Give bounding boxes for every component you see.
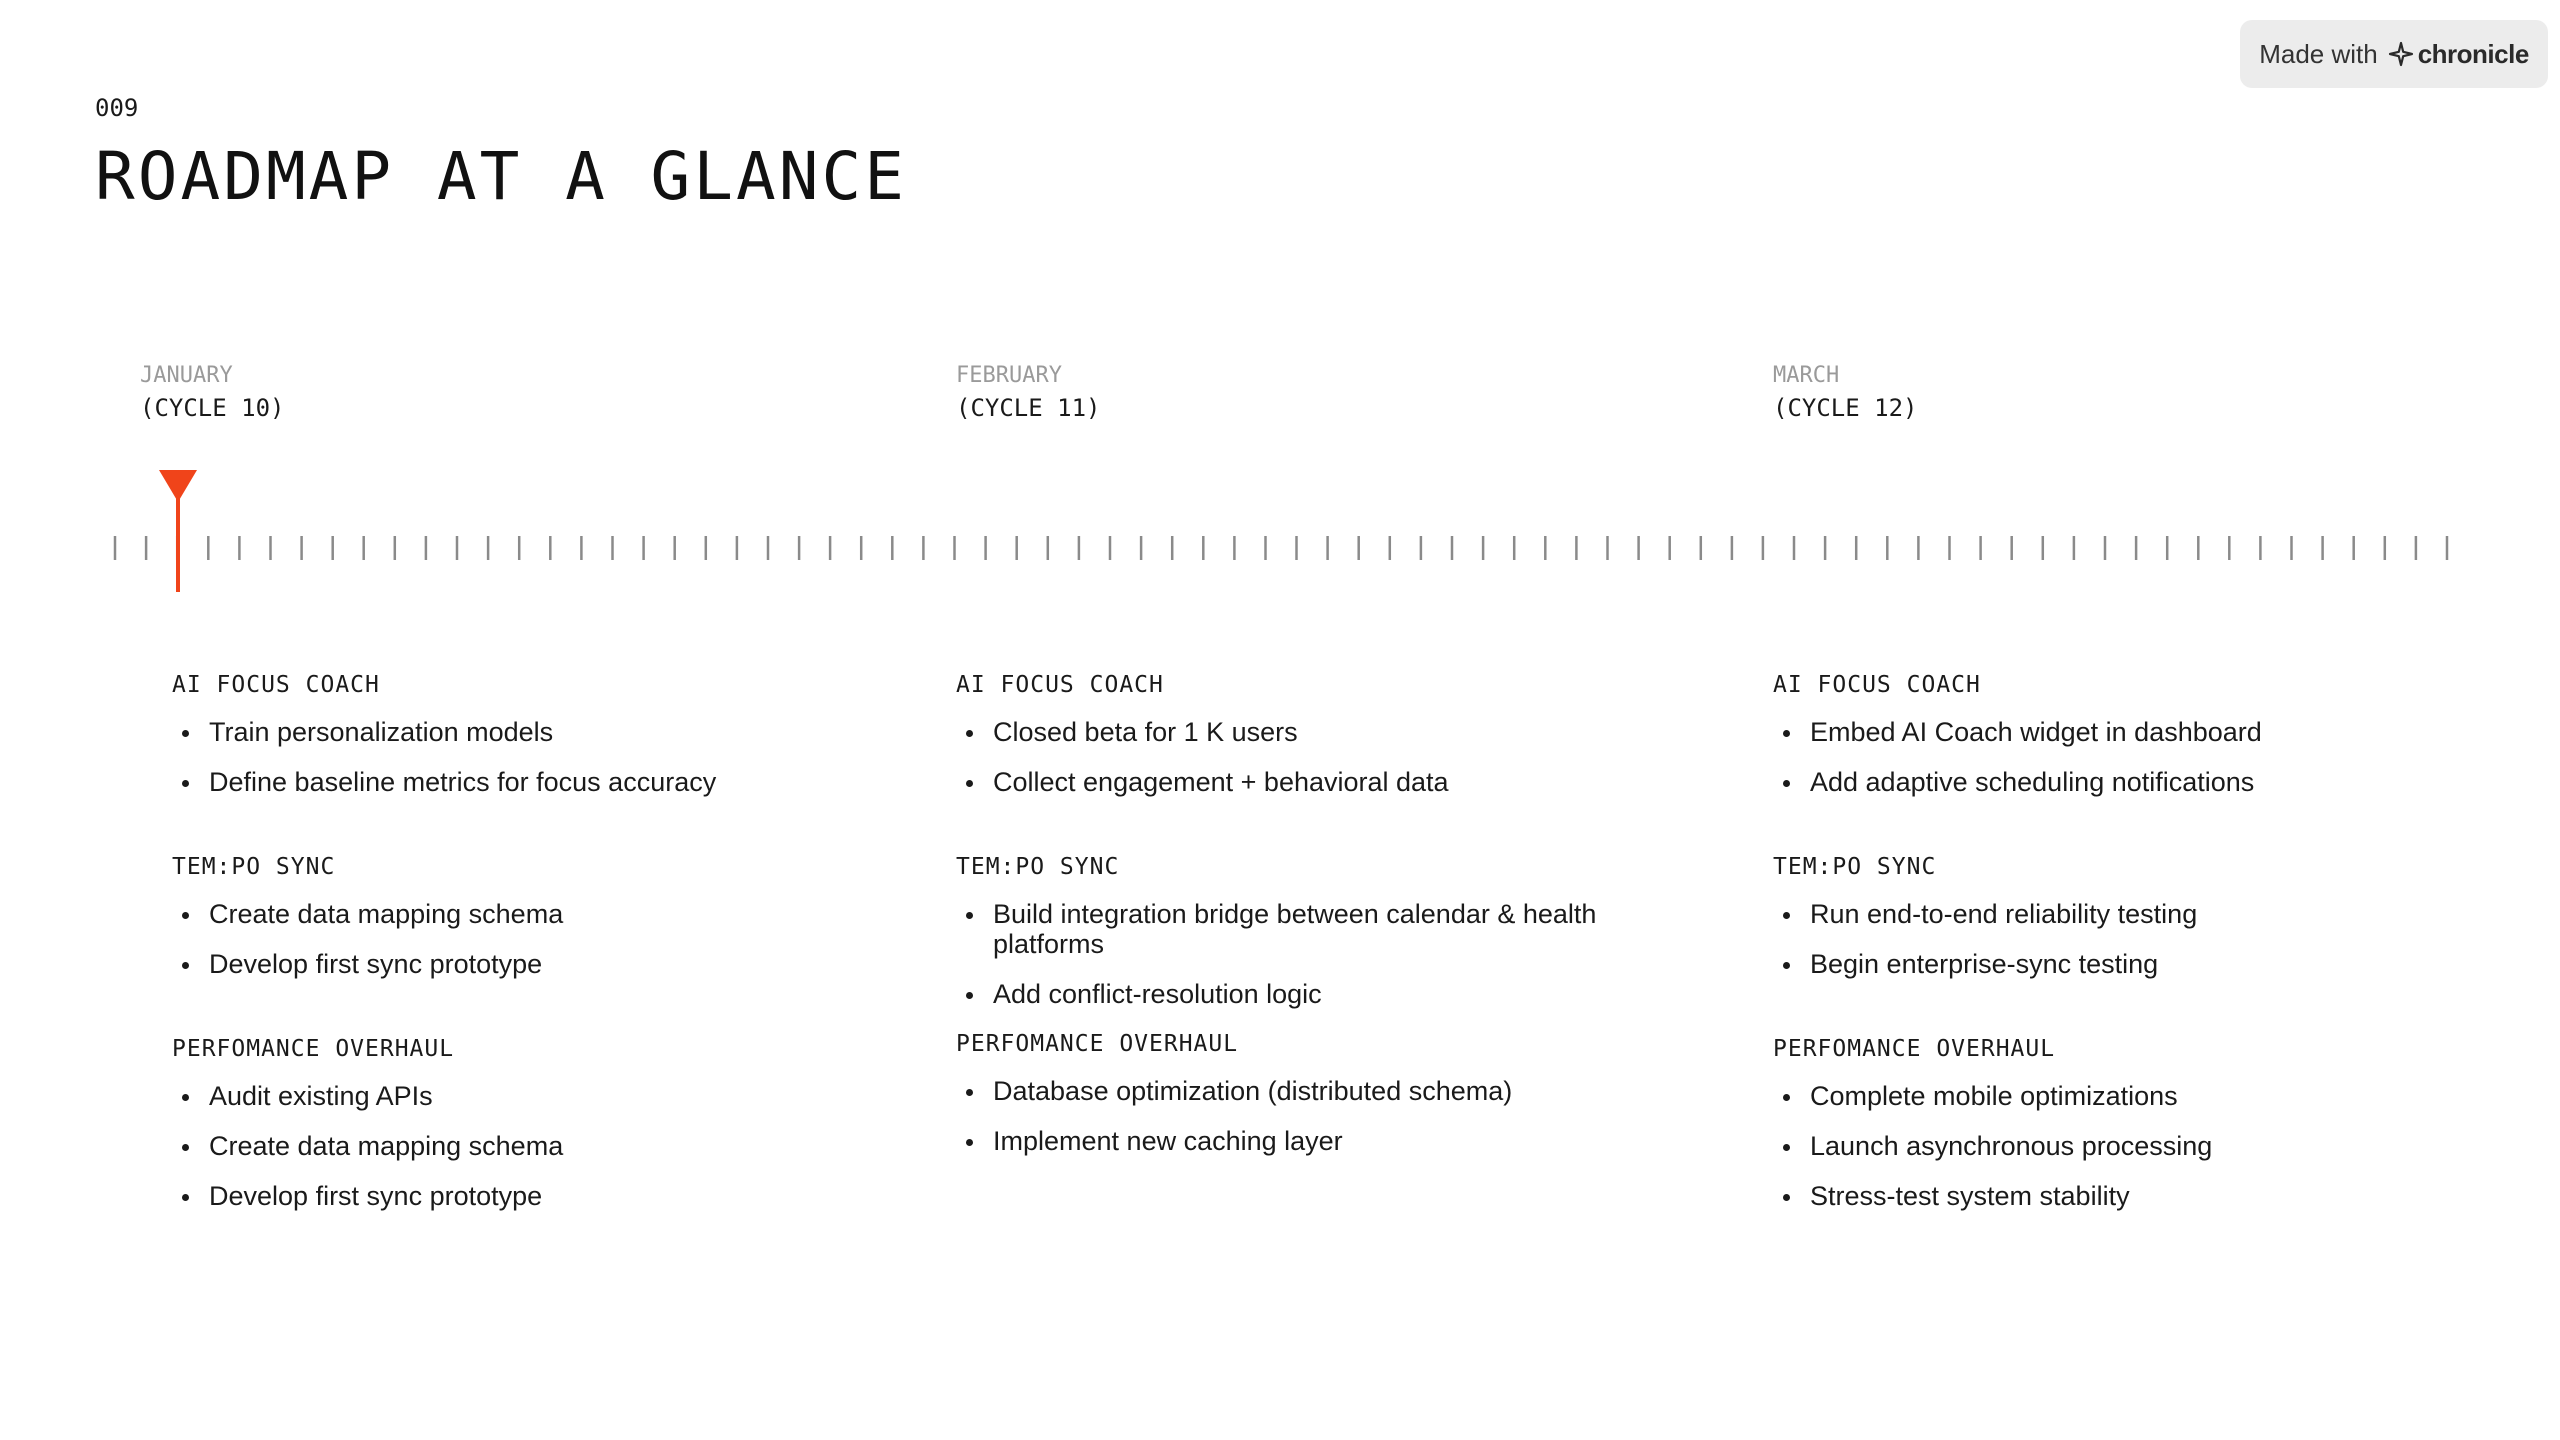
list-item: Develop first sync prototype xyxy=(172,949,892,979)
section-title: AI FOCUS COACH xyxy=(1773,672,1981,698)
page-number: 009 xyxy=(95,94,139,122)
list-item: Create data mapping schema xyxy=(172,1131,892,1161)
timeline-ticks xyxy=(115,536,2447,560)
month-cycle: (CYCLE 12) xyxy=(1773,394,1918,422)
list-item: Add adaptive scheduling notifications xyxy=(1773,767,2493,797)
section-title: TEM:PO SYNC xyxy=(1773,854,1937,880)
section-title: PERFOMANCE OVERHAUL xyxy=(956,1031,1239,1057)
section-title: AI FOCUS COACH xyxy=(956,672,1164,698)
section-tempo-sync xyxy=(1773,852,2493,979)
made-with-chronicle-badge[interactable] xyxy=(2240,20,2548,88)
section-title: PERFOMANCE OVERHAUL xyxy=(1773,1036,2056,1062)
section-performance-overhaul xyxy=(172,1034,892,1211)
sparkle-icon xyxy=(2388,41,2414,67)
list-item: Build integration bridge between calendar & health platforms xyxy=(956,899,1633,959)
section-tempo-sync xyxy=(172,852,892,979)
month-name: FEBRUARY xyxy=(956,363,1062,388)
list-item: Add conflict-resolution logic xyxy=(956,979,1676,1009)
list-item: Define baseline metrics for focus accuracy xyxy=(172,767,892,797)
task-list xyxy=(172,1081,892,1211)
task-list xyxy=(172,717,892,797)
chronicle-brand xyxy=(2388,39,2529,70)
task-list xyxy=(956,717,1676,797)
list-item: Database optimization (distributed schema) xyxy=(956,1076,1676,1106)
task-list xyxy=(956,1076,1676,1156)
list-item: Implement new caching layer xyxy=(956,1126,1676,1156)
list-item: Train personalization models xyxy=(172,717,892,747)
task-list xyxy=(172,899,892,979)
task-list xyxy=(1773,899,2493,979)
month-header-february xyxy=(956,361,1101,425)
list-item: Run end-to-end reliability testing xyxy=(1773,899,2493,929)
month-cycle: (CYCLE 11) xyxy=(956,394,1101,422)
list-item: Create data mapping schema xyxy=(172,899,892,929)
list-item: Collect engagement + behavioral data xyxy=(956,767,1676,797)
month-name: MARCH xyxy=(1773,363,1840,388)
page-title: ROADMAP AT A GLANCE xyxy=(95,138,907,215)
section-title: PERFOMANCE OVERHAUL xyxy=(172,1036,455,1062)
list-item: Begin enterprise-sync testing xyxy=(1773,949,2493,979)
chronicle-wordmark: chronicle xyxy=(2417,38,2529,69)
task-list xyxy=(956,899,1676,1009)
section-ai-focus-coach xyxy=(956,670,1676,797)
list-item: Complete mobile optimizations xyxy=(1773,1081,2493,1111)
list-item: Embed AI Coach widget in dashboard xyxy=(1773,717,2493,747)
section-ai-focus-coach xyxy=(172,670,892,797)
triangle-marker-icon xyxy=(159,470,197,502)
list-item: Audit existing APIs xyxy=(172,1081,892,1111)
task-list xyxy=(1773,1081,2493,1211)
list-item: Closed beta for 1 K users xyxy=(956,717,1676,747)
section-ai-focus-coach xyxy=(1773,670,2493,797)
column-february xyxy=(956,670,1676,1176)
section-title: AI FOCUS COACH xyxy=(172,672,380,698)
section-performance-overhaul xyxy=(956,1029,1676,1156)
made-with-label: Made with xyxy=(2259,38,2378,69)
section-performance-overhaul xyxy=(1773,1034,2493,1211)
section-tempo-sync xyxy=(956,852,1676,1009)
column-march xyxy=(1773,670,2493,1231)
month-cycle: (CYCLE 10) xyxy=(140,394,285,422)
list-item: Stress-test system stability xyxy=(1773,1181,2493,1211)
section-title: TEM:PO SYNC xyxy=(172,854,336,880)
month-header-january xyxy=(140,361,285,425)
task-list xyxy=(1773,717,2493,797)
list-item: Launch asynchronous processing xyxy=(1773,1131,2493,1161)
section-title: TEM:PO SYNC xyxy=(956,854,1120,880)
month-header-march xyxy=(1773,361,1918,425)
timeline xyxy=(0,470,2560,600)
current-position-marker[interactable] xyxy=(159,470,197,592)
month-name: JANUARY xyxy=(140,363,233,388)
list-item: Develop first sync prototype xyxy=(172,1181,892,1211)
column-january xyxy=(172,670,892,1231)
